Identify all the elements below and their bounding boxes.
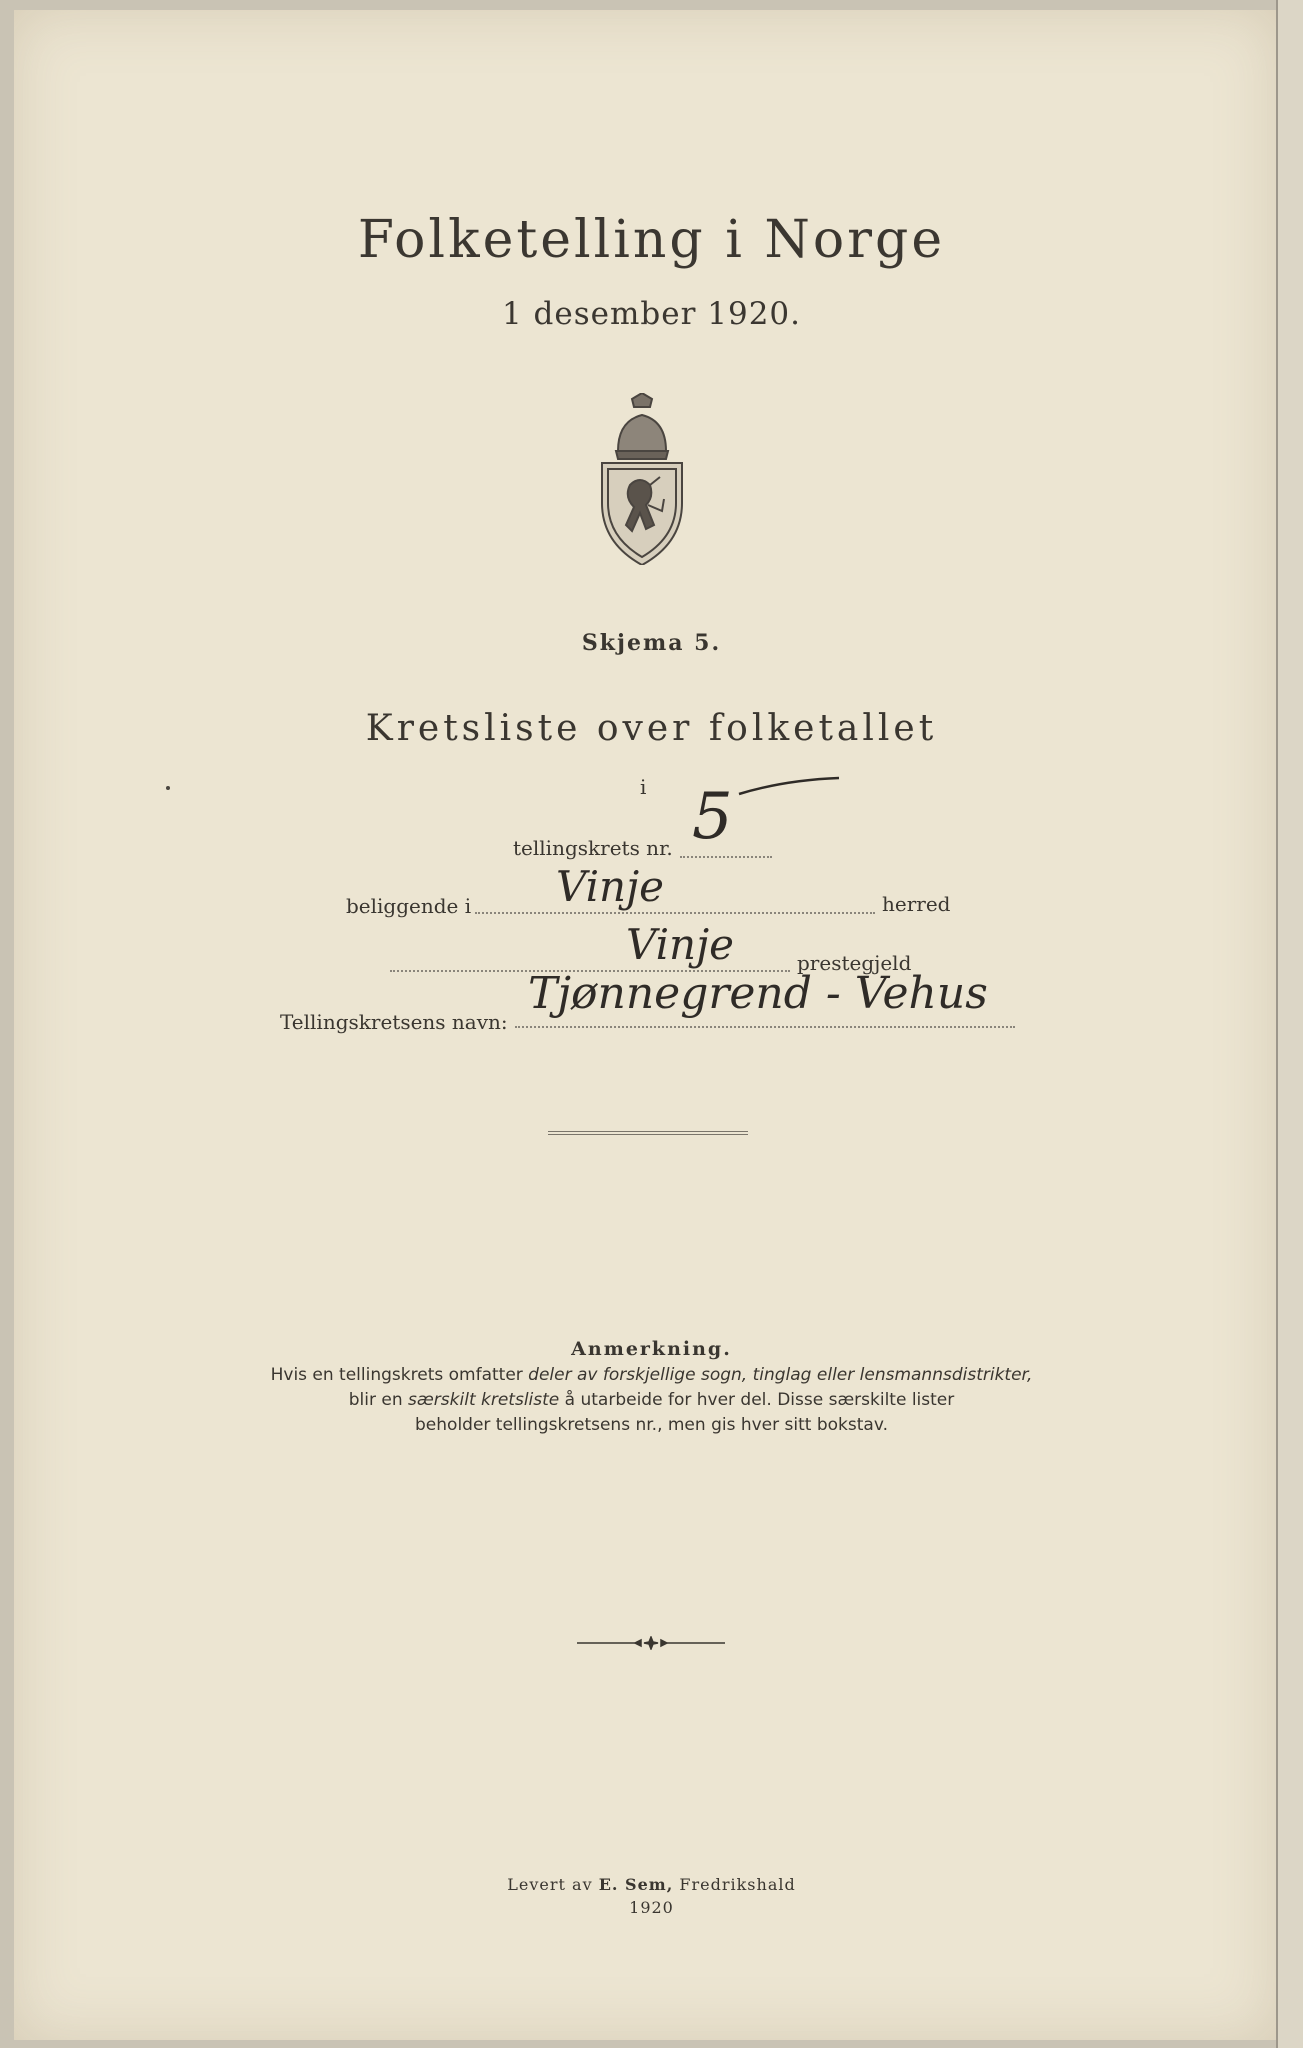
section-divider xyxy=(548,1131,748,1135)
ornament-divider-icon xyxy=(575,1636,727,1650)
document-title: Folketelling i Norge xyxy=(357,210,946,270)
coat-of-arms-icon xyxy=(592,393,692,565)
note-heading: Anmerkning. xyxy=(571,1338,732,1360)
navn-label: Tellingskretsens navn: xyxy=(280,1010,508,1034)
printer-year: 1920 xyxy=(629,1898,674,1917)
preposition-i: i xyxy=(640,775,647,799)
note-line-1: Hvis en tellingskrets omfatter deler av forskjellige sogn, tinglag eller lensmannsdistrikter, xyxy=(270,1365,1033,1385)
prestegjeld-label: prestegjeld xyxy=(797,951,912,975)
beliggende-label: beliggende i xyxy=(346,894,472,918)
navn-dotted-line xyxy=(515,1026,1015,1028)
prestegjeld-handwritten: Vinje xyxy=(626,920,734,969)
krets-number-handwritten: 5 xyxy=(692,780,733,854)
beliggende-handwritten: Vinje xyxy=(556,862,664,911)
note-line-3: beholder tellingskretsens nr., men gis hver sitt bokstav. xyxy=(415,1415,888,1435)
handwriting-flourish xyxy=(735,772,845,802)
form-subtitle: Kretsliste over folketallet xyxy=(365,708,938,749)
beliggende-dotted-line xyxy=(475,912,875,914)
navn-handwritten: Tjønnegrend - Vehus xyxy=(528,968,988,1019)
schema-number: Skjema 5. xyxy=(581,630,722,656)
krets-dotted-line xyxy=(680,856,772,858)
herred-label: herred xyxy=(882,892,951,916)
krets-label: tellingskrets nr. xyxy=(513,836,673,860)
census-date: 1 desember 1920. xyxy=(501,296,802,332)
printer-credit: Levert av E. Sem, Fredrikshald xyxy=(507,1875,796,1894)
note-line-2: blir en særskilt kretsliste å utarbeide for hver del. Disse særskilte lister xyxy=(348,1390,955,1410)
ink-dot xyxy=(166,786,170,790)
